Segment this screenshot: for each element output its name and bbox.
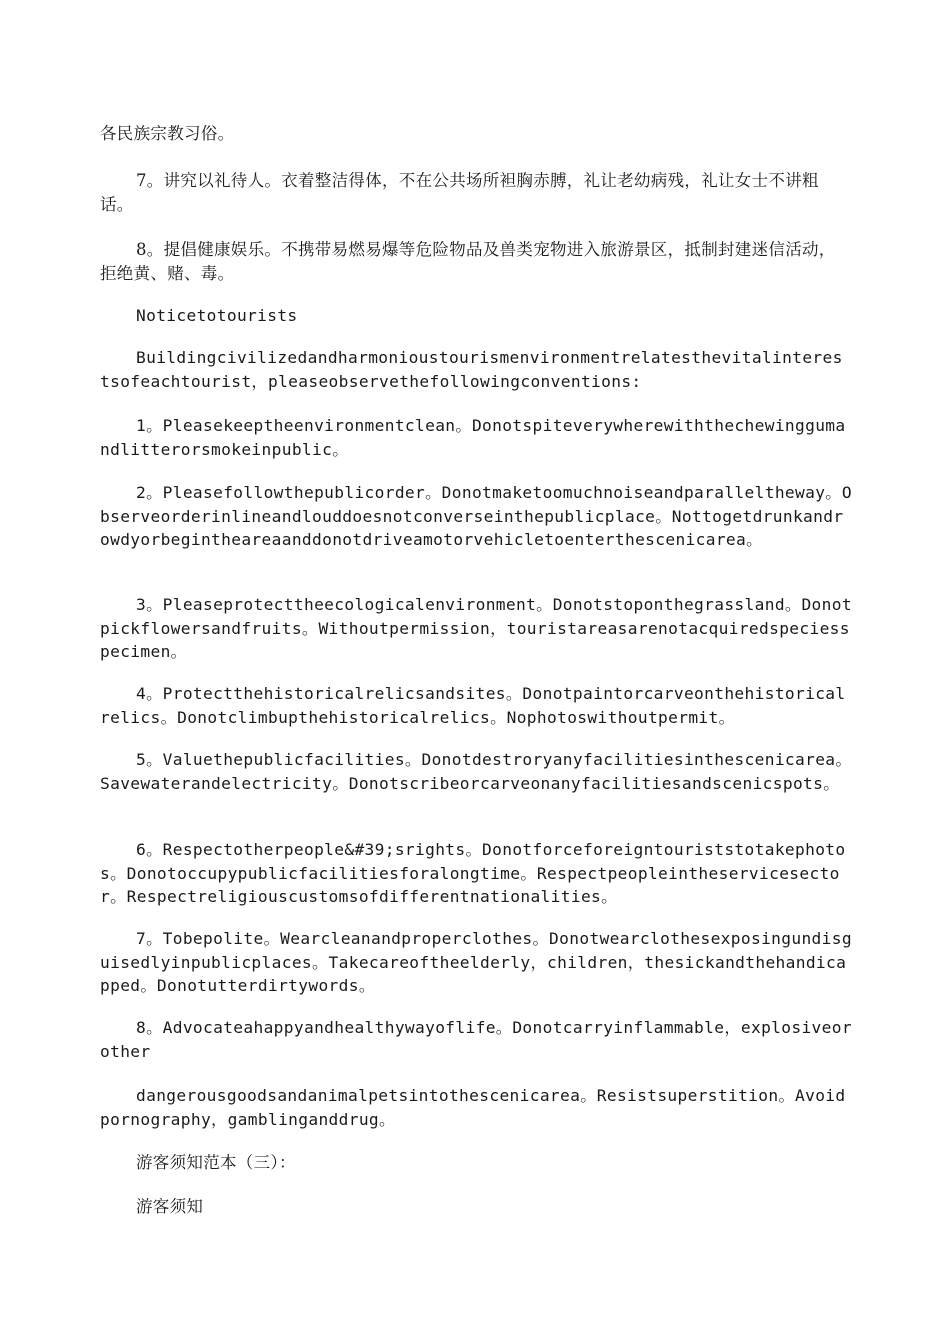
paragraph-customs-continued: 各民族宗教习俗。 xyxy=(100,124,235,143)
paragraph-en-rule-4: 4。Protectthehistoricalrelicsandsites。Donotpaintorcarveonthehistoricalrelics。Donotclimbupthehistoricalrelics。Nophotoswithoutpermit。 xyxy=(100,684,846,727)
paragraph-en-rule-7: 7。Tobepolite。Wearcleanandproperclothes。Donotwearclothesexposingundisguisedlyinpublicplaces。Takecareoftheelderly，children，thesickandthehandicapped。Donotutterdirtywords。 xyxy=(100,929,852,995)
paragraph-en-rule-1: 1。Pleasekeeptheenvironmentclean。Donotspiteverywherewiththechewinggumandlitterorsmokeinpublic。 xyxy=(100,416,846,459)
paragraph-en-rule-3: 3。Pleaseprotecttheecologicalenvironment。Donotstoponthegrassland。Donotpickflowersandfruits。Withoutpermission，touristareasarenotacquiredspeciesspecimen。 xyxy=(100,595,852,661)
section-heading-notice: Noticetotourists xyxy=(136,306,298,325)
section-heading-template-3: 游客须知范本（三）： xyxy=(136,1153,296,1172)
paragraph-cn-rule-8: 8。提倡健康娱乐。不携带易燃易爆等危险物品及兽类宠物进入旅游景区，抵制封建迷信活动，拒绝黄、赌、毒。 xyxy=(100,240,836,283)
document-page xyxy=(100,0,852,1344)
paragraph-en-rule-5: 5。Valuethepublicfacilities。Donotdestroryanyfacilitiesinthescenicarea。Savewaterandelectricity。Donotscribeorcarveonanyfacilitiesandscenicspots。 xyxy=(100,750,852,793)
paragraph-en-rule-6: 6。Respectotherpeople&#39;srights。Donotforceforeigntouriststotakephotos。Donotoccupypublicfacilitiesforalongtime。Respectpeopleintheservicesector。Respectreligiouscustomsofdifferentnationalities。 xyxy=(100,840,846,906)
section-heading-tourist-notice: 游客须知 xyxy=(136,1197,204,1216)
paragraph-en-rule-8-continued: dangerousgoodsandanimalpetsintothescenicarea。Resistsuperstition。Avoidpornography，gamblinganddrug。 xyxy=(100,1086,846,1129)
paragraph-en-intro: Buildingcivilizedandharmonioustourismenvironmentrelatesthevitalinterestsofeachtourist，pleaseobservethefollowingconventions: xyxy=(100,348,843,391)
paragraph-cn-rule-7: 7。讲究以礼待人。衣着整洁得体，不在公共场所袒胸赤膊，礼让老幼病残，礼让女士不讲粗话。 xyxy=(100,171,819,214)
paragraph-en-rule-2: 2。Pleasefollowthepublicorder。Donotmaketoomuchnoiseandparalleltheway。Observeorderinlineandlouddoesnotconverseinthepublicplace。Nottogetdrunkandrowdyorbegintheareaanddonotdriveamotorvehicletoenterthescenicarea。 xyxy=(100,483,852,549)
paragraph-en-rule-8: 8。Advocateahappyandhealthywayoflife。Donotcarryinflammable，explosiveorother xyxy=(100,1018,852,1061)
